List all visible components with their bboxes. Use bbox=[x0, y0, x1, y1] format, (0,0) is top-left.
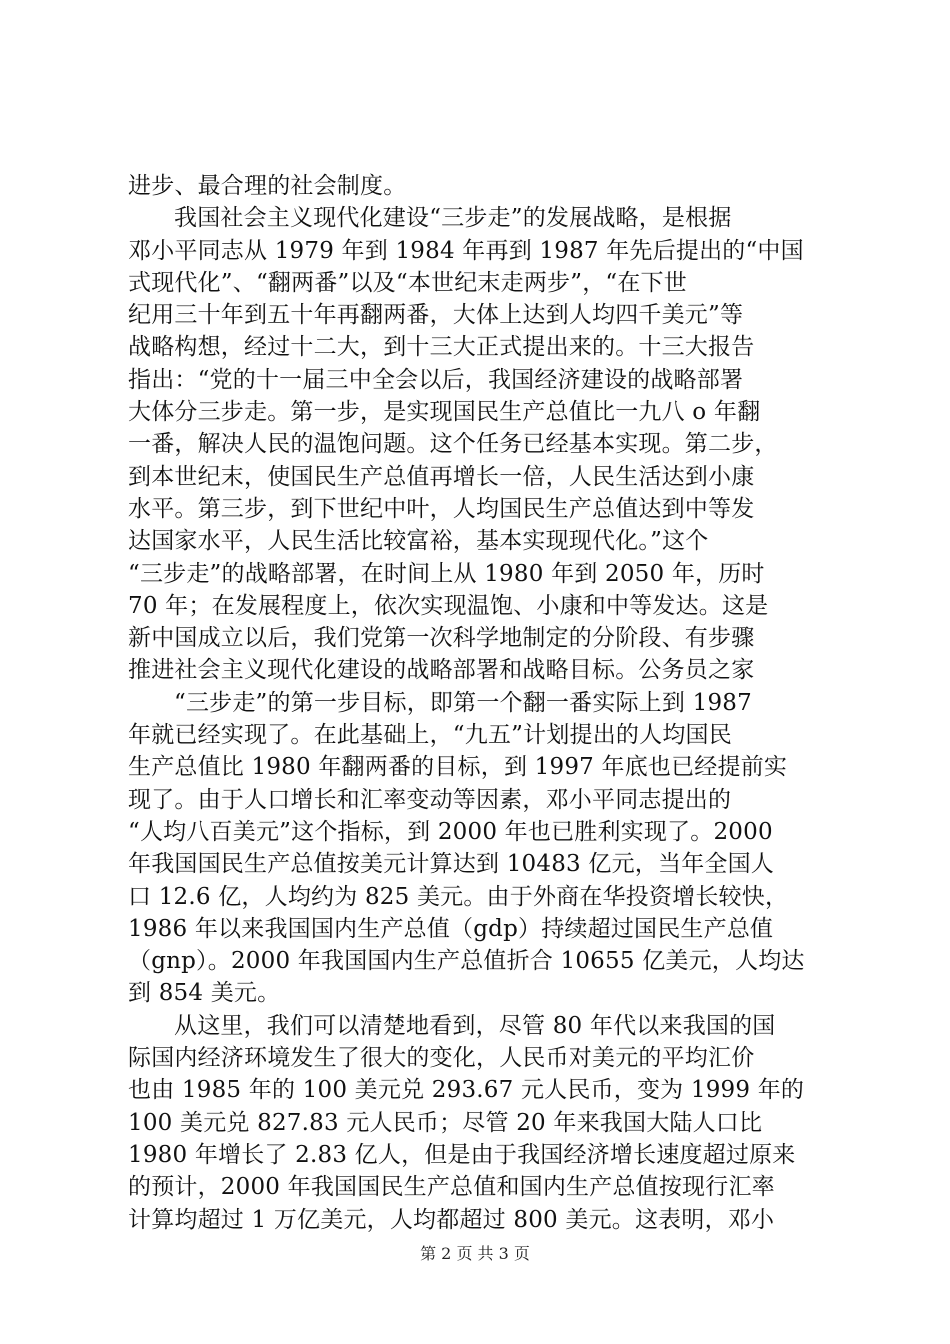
page-footer: 第 2 页 共 3 页 bbox=[420, 1244, 530, 1263]
text-line: 达国家水平，人民生活比较富裕，基本实现现代化。”这个 bbox=[128, 528, 709, 555]
text-line: 的预计，2000 年我国国民生产总值和国内生产总值按现行汇率 bbox=[128, 1174, 775, 1201]
text-line: 现了。由于人口增长和汇率变动等因素，邓小平同志提出的 bbox=[128, 786, 732, 813]
text-line: 到 854 美元。 bbox=[128, 980, 281, 1007]
text-line: 到本世纪末，使国民生产总值再增长一倍，人民生活达到小康 bbox=[128, 463, 755, 490]
text-line: 计算均超过 1 万亿美元，人均都超过 800 美元。这表明，邓小 bbox=[128, 1206, 775, 1233]
paragraph bbox=[128, 687, 828, 1010]
text-line: 式现代化”、“翻两番”以及“本世纪末走两步”，“在下世 bbox=[128, 269, 687, 296]
text-line: 纪用三十年到五十年再翻两番，大体上达到人均四千美元”等 bbox=[128, 302, 744, 329]
text-line: 年我国国民生产总值按美元计算达到 10483 亿元，当年全国人 bbox=[128, 851, 774, 878]
text-line: 推进社会主义现代化建设的战略部署和战略目标。公务员之家 bbox=[128, 657, 755, 684]
text-line: 战略构想，经过十二大，到十三大正式提出来的。十三大报告 bbox=[128, 334, 755, 361]
document-body bbox=[128, 170, 828, 1236]
text-line: 1980 年增长了 2.83 亿人，但是由于我国经济增长速度超过原来 bbox=[128, 1141, 796, 1168]
text-line: 年就已经实现了。在此基础上，“九五”计划提出的人均国民 bbox=[128, 722, 732, 749]
text-line: 新中国成立以后，我们党第一次科学地制定的分阶段、有步骤 bbox=[128, 625, 755, 652]
text-line: 1986 年以来我国国内生产总值（gdp）持续超过国民生产总值 bbox=[128, 915, 774, 942]
text-line: （gnp）。2000 年我国国内生产总值折合 10655 亿美元，人均达 bbox=[128, 948, 805, 975]
text-line: 口 12.6 亿，人均约为 825 美元。由于外商在华投资增长较快， bbox=[128, 883, 789, 910]
text-line: 也由 1985 年的 100 美元兑 293.67 元人民币，变为 1999 年的 bbox=[128, 1077, 805, 1104]
text-line: “人均八百美元”这个指标，到 2000 年也已胜利实现了。2000 bbox=[128, 818, 773, 845]
text-line: 水平。第三步，到下世纪中叶，人均国民生产总值达到中等发 bbox=[128, 495, 755, 522]
text-line: 指出：“党的十一届三中全会以后，我国经济建设的战略部署 bbox=[128, 366, 744, 393]
paragraph bbox=[128, 170, 828, 202]
text-line: 邓小平同志从 1979 年到 1984 年再到 1987 年先后提出的“中国 bbox=[128, 237, 804, 264]
text-line: 70 年；在发展程度上，依次实现温饱、小康和中等发达。这是 bbox=[128, 592, 769, 619]
text-line: 100 美元兑 827.83 元人民币；尽管 20 年来我国大陆人口比 bbox=[128, 1109, 763, 1136]
text-line: 际国内经济环境发生了很大的变化，人民币对美元的平均汇价 bbox=[128, 1045, 755, 1072]
text-line: 生产总值比 1980 年翻两番的目标，到 1997 年底也已经提前实 bbox=[128, 754, 788, 781]
text-line: “三步走”的战略部署，在时间上从 1980 年到 2050 年，历时 bbox=[128, 560, 765, 587]
text-line: 进步、最合理的社会制度。 bbox=[128, 173, 407, 199]
paragraph bbox=[128, 202, 828, 686]
text-line: 大体分三步走。第一步，是实现国民生产总值比一九八 o 年翻 bbox=[128, 399, 761, 426]
paragraph bbox=[128, 1010, 828, 1236]
text-line: “三步走”的第一步目标，即第一个翻一番实际上到 1987 bbox=[174, 689, 752, 716]
text-line: 一番，解决人民的温饱问题。这个任务已经基本实现。第二步， bbox=[128, 431, 778, 458]
text-line: 我国社会主义现代化建设“三步走”的发展战略，是根据 bbox=[174, 205, 732, 232]
text-line: 从这里，我们可以清楚地看到，尽管 80 年代以来我国的国 bbox=[174, 1012, 776, 1039]
